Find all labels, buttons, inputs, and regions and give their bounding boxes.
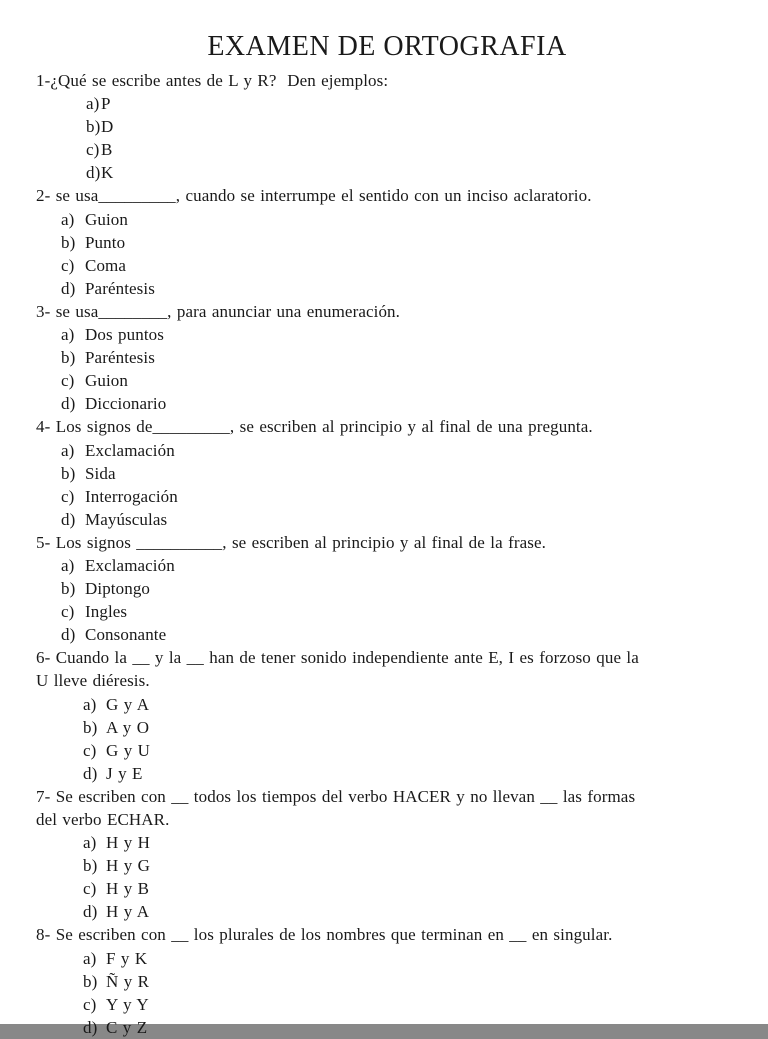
question-block-4 <box>36 415 738 530</box>
answer-option <box>83 693 738 716</box>
option-text: H y G <box>106 856 151 876</box>
answer-option <box>83 1016 738 1039</box>
option-list <box>36 323 738 415</box>
option-letter: a) <box>83 833 97 853</box>
option-letter: c) <box>83 879 97 899</box>
question-text-line: 2- se usa_________, cuando se interrumpe el sentido con un inciso aclaratorio. <box>36 186 592 206</box>
answer-option <box>61 508 738 531</box>
question-list <box>36 69 738 1039</box>
answer-option <box>86 92 738 115</box>
option-letter: c) <box>61 371 75 391</box>
page-title: EXAMEN DE ORTOGRAFIA <box>207 31 567 62</box>
option-text: Exclamación <box>85 440 175 460</box>
option-letter: a) <box>83 694 97 714</box>
option-text: F y K <box>106 948 148 968</box>
option-text: Paréntesis <box>85 278 155 298</box>
answer-option <box>61 439 738 462</box>
question-text-line: U lleve diéresis. <box>36 671 150 691</box>
answer-option <box>61 346 738 369</box>
question-text-line: del verbo ECHAR. <box>36 810 170 829</box>
option-text: H y B <box>106 879 150 899</box>
option-text: Coma <box>85 255 127 275</box>
answer-option <box>83 739 738 762</box>
answer-option <box>83 877 738 900</box>
answer-option <box>61 577 738 600</box>
question-text-line: 8- Se escriben con __ los plurales de los nombres que terminan en __ en singular. <box>36 925 613 945</box>
option-text: Ñ y R <box>106 971 150 991</box>
question-text <box>36 923 738 946</box>
option-letter: d) <box>61 394 76 414</box>
option-text: Interrogación <box>85 486 178 506</box>
answer-option <box>83 947 738 970</box>
option-text: Consonante <box>85 625 167 645</box>
question-text <box>36 184 738 207</box>
question-text <box>36 531 738 554</box>
option-letter: d) <box>83 902 98 922</box>
option-letter: a) <box>61 440 75 460</box>
question-block-3 <box>36 300 738 415</box>
question-block-5 <box>36 531 738 646</box>
option-letter: a) <box>61 555 75 575</box>
answer-option <box>61 208 738 231</box>
option-text: Diccionario <box>85 394 167 414</box>
answer-option <box>86 138 738 161</box>
option-text: Diptongo <box>85 579 151 599</box>
question-text-line: 4- Los signos de_________, se escriben al principio y al final de una pregunta. <box>36 417 593 437</box>
answer-option <box>61 277 738 300</box>
question-text-line: 3- se usa________, para anunciar una enumeración. <box>36 301 400 321</box>
question-text <box>36 415 738 438</box>
question-text <box>36 69 738 92</box>
option-text: Exclamación <box>85 555 175 575</box>
option-text: A y O <box>106 717 150 737</box>
answer-option <box>86 115 738 138</box>
option-list <box>36 92 738 184</box>
option-list <box>36 554 738 646</box>
option-letter: a) <box>86 94 100 114</box>
option-letter: d) <box>61 625 76 645</box>
question-block-1 <box>36 69 738 184</box>
question-block-7 <box>36 785 738 924</box>
answer-option <box>61 600 738 623</box>
answer-option <box>61 623 738 646</box>
option-list <box>36 693 738 785</box>
answer-option <box>83 716 738 739</box>
option-text: P <box>101 94 111 114</box>
option-list <box>36 831 738 923</box>
question-text <box>36 300 738 323</box>
option-letter: c) <box>61 486 75 506</box>
answer-option <box>61 369 738 392</box>
question-text <box>36 785 738 831</box>
option-letter: b) <box>61 232 76 252</box>
option-text: Sida <box>85 463 116 483</box>
option-letter: c) <box>61 602 75 622</box>
option-letter: c) <box>61 255 75 275</box>
option-text: C y Z <box>106 1017 148 1037</box>
option-letter: d) <box>61 509 76 529</box>
option-text: H y H <box>106 833 151 853</box>
option-text: Mayúsculas <box>85 509 168 529</box>
question-block-8 <box>36 923 738 1038</box>
answer-option <box>61 231 738 254</box>
option-letter: c) <box>86 140 100 160</box>
answer-option <box>83 762 738 785</box>
option-letter: a) <box>83 948 97 968</box>
option-letter: b) <box>83 717 98 737</box>
option-text: D <box>101 117 114 137</box>
question-text-line: 6- Cuando la __ y la __ han de tener sonido independiente ante E, I es forzoso que la <box>36 648 639 668</box>
option-text: Paréntesis <box>85 348 155 368</box>
option-text: G y U <box>106 740 151 760</box>
option-list <box>36 947 738 1039</box>
answer-option <box>83 993 738 1016</box>
option-letter: b) <box>61 579 76 599</box>
answer-option <box>83 900 738 923</box>
answer-option <box>61 254 738 277</box>
option-text: J y E <box>106 763 143 783</box>
question-block-2 <box>36 184 738 299</box>
option-text: H y A <box>106 902 150 922</box>
answer-option <box>61 323 738 346</box>
option-text: Guion <box>85 371 128 391</box>
option-letter: b) <box>61 348 76 368</box>
answer-option <box>83 831 738 854</box>
option-letter: a) <box>61 209 75 229</box>
option-text: Guion <box>85 209 128 229</box>
option-letter: d) <box>83 763 98 783</box>
option-letter: c) <box>83 740 97 760</box>
option-text: G y A <box>106 694 150 714</box>
question-text <box>36 646 738 692</box>
answer-option <box>83 854 738 877</box>
option-list <box>36 208 738 300</box>
option-letter: d) <box>86 163 101 183</box>
answer-option <box>86 161 738 184</box>
answer-option <box>61 485 738 508</box>
option-text: Punto <box>85 232 126 252</box>
question-text-line: 1-¿Qué se escribe antes de L y R? Den ejemplos: <box>36 71 389 90</box>
option-letter: d) <box>83 1017 98 1037</box>
question-text-line: 7- Se escriben con __ todos los tiempos del verbo HACER y no llevan __ las formas <box>36 786 636 806</box>
option-letter: c) <box>83 994 97 1014</box>
question-text-line: 5- Los signos __________, se escriben al principio y al final de la frase. <box>36 532 546 552</box>
option-letter: a) <box>61 325 75 345</box>
option-list <box>36 439 738 531</box>
option-letter: b) <box>86 117 101 137</box>
answer-option <box>61 392 738 415</box>
option-text: Dos puntos <box>85 325 164 345</box>
option-text: B <box>101 140 113 160</box>
question-block-6 <box>36 646 738 785</box>
answer-option <box>83 970 738 993</box>
option-letter: b) <box>61 463 76 483</box>
option-letter: d) <box>61 278 76 298</box>
option-letter: b) <box>83 971 98 991</box>
option-text: K <box>101 163 114 183</box>
option-text: Ingles <box>85 602 128 622</box>
option-text: Y y Y <box>106 994 149 1014</box>
answer-option <box>61 462 738 485</box>
option-letter: b) <box>83 856 98 876</box>
answer-option <box>61 554 738 577</box>
